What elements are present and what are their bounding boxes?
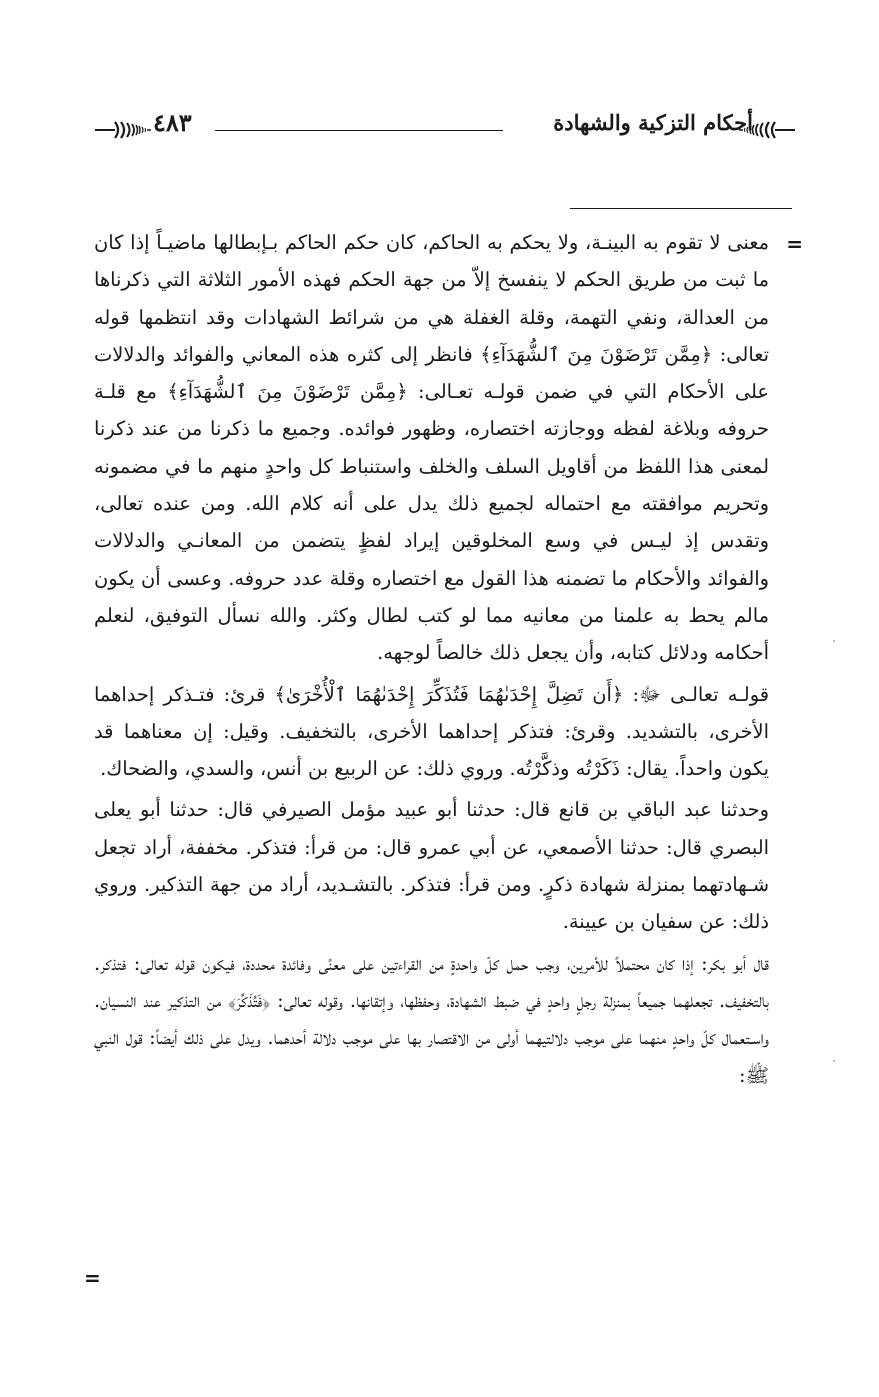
header-ornament-left-icon xyxy=(95,120,151,140)
paragraph: معنى لا تقوم به البينـة، ولا يحكم به الحاكم، كان حكم الحاكم بـإبطالها ماضيـاً إذا كان ما ثبت من طريق الحكم لا ينفسخ إلاّ من جهة الحكم فهذه الأمور الثلاثة التي ذكرناها من العدالة، ونفي التهمة، وقلة الغفلة هي من شرائط الشهادات وقد انتظمها قوله تعالى: ﴿مِمَّن تَرْضَوْنَ مِنَ ٱلشُّهَدَآءِ﴾ فانظر إلى كثره هذه المعاني والفوائد والدلالات على الأحكام التي في ضمن قولـه تعـالى: ﴿مِمَّن تَرْضَوْنَ مِنَ ٱلشُّهَدَآءِ﴾ مع قلـة حروفه وبلاغة لفظه ووجازته اختصاره، وظهور فوائده. وجميع ما ذكرنا من عند ذكرنا لمعنى هذا اللفظ من أقاويل السلف والخلف واستنباط كل واحدٍ منهم ما في مضمونه وتحريم موافقته مع احتماله لجميع ذلك يدل على أنه كلام الله. ومن عنده تعالى، وتقدس إذ ليـس في وسع المخلوقين إيراد لفظٍ يتضمن من المعانـي والدلالات والفوائد والأحكام ما تضمنه هذا القول مع اختصاره وقلة عدد حروفه. وعسى أن يكون مالم يحط به علمنا من معانيه مما لو كتب لطال وكثر. والله نسأل التوفيق، لنعلم أحكامه ودلائل كتابه، وأن يجعل ذلك خالصاً لوجهه. xyxy=(94,231,769,665)
margin-speck xyxy=(833,640,835,642)
page-number: ٤٨٣ xyxy=(153,108,192,137)
paragraph: قولـه تعالـى ﷻ: ﴿أَن تَضِلَّ إِحْدَىٰهُمَا فَتُذَكِّرَ إِحْدَىٰهُمَا ٱلْأُخْرَىٰ﴾ قرئ: فتـذكر إحداهما الأخرى، بالتشديد. وقرئ: فتذكر إحداهما الأخرى، بالتخفيف. وقيل: إن معناهما قد يكون واحداً. يقال: ذَكَرْتُه وذكَّرْتُه. وروي ذلك: عن الربيع بن أنس، والسدي، والضحاك. xyxy=(94,682,769,781)
margin-speck xyxy=(833,1060,835,1062)
paragraph: وحدثنا عبد الباقي بن قانع قال: حدثنا أبو عبيد مؤمل الصيرفي قال: حدثنا أبو يعلى البصري قال: حدثنا الأصمعي، عن أبي عمرو قال: من قرأ: فتذكر. مخففة، أراد تجعل شـهادتهما بمنزلة شهادة ذكرٍ. ومن قرأ: فتذكر. بالتشـديد، أراد من جهة التذكير. وروي ذلك: عن سفيان بن عيينة. xyxy=(94,798,769,934)
header-title: أحكام التزكية والشهادة xyxy=(553,110,753,135)
running-header xyxy=(95,108,795,148)
paragraph: قال أبو بكر: إذا كان محتملاً للأمرين، وجب حمل كلّ واحدةٍ من القراءتين على معنًى وفائدة محددة، فيكون قوله تعالى: فتذكر. بالتخفيف. تجعلهما جميعاً بمنزلة رجلٍ واحدٍ في ضبط الشهادة، وحفظها، وإتقانها. وقوله تعالى: ﴿فَتُذَكِّرَ﴾ من التذكير عند النسيان. واسـتعمال كلّ واحدٍ منهما على موجب دلالتيهما أولى من الاقتصار بها على موجب دلالة أحدهما. ويدل على ذلك أيضاً: قول النبي ﷺ: xyxy=(94,951,769,1087)
continuation-mark-bottom: = xyxy=(84,1266,101,1290)
main-text xyxy=(94,224,769,1096)
footnote-separator xyxy=(570,208,792,209)
header-rule xyxy=(215,130,503,131)
continuation-mark-top: = xyxy=(786,232,803,256)
